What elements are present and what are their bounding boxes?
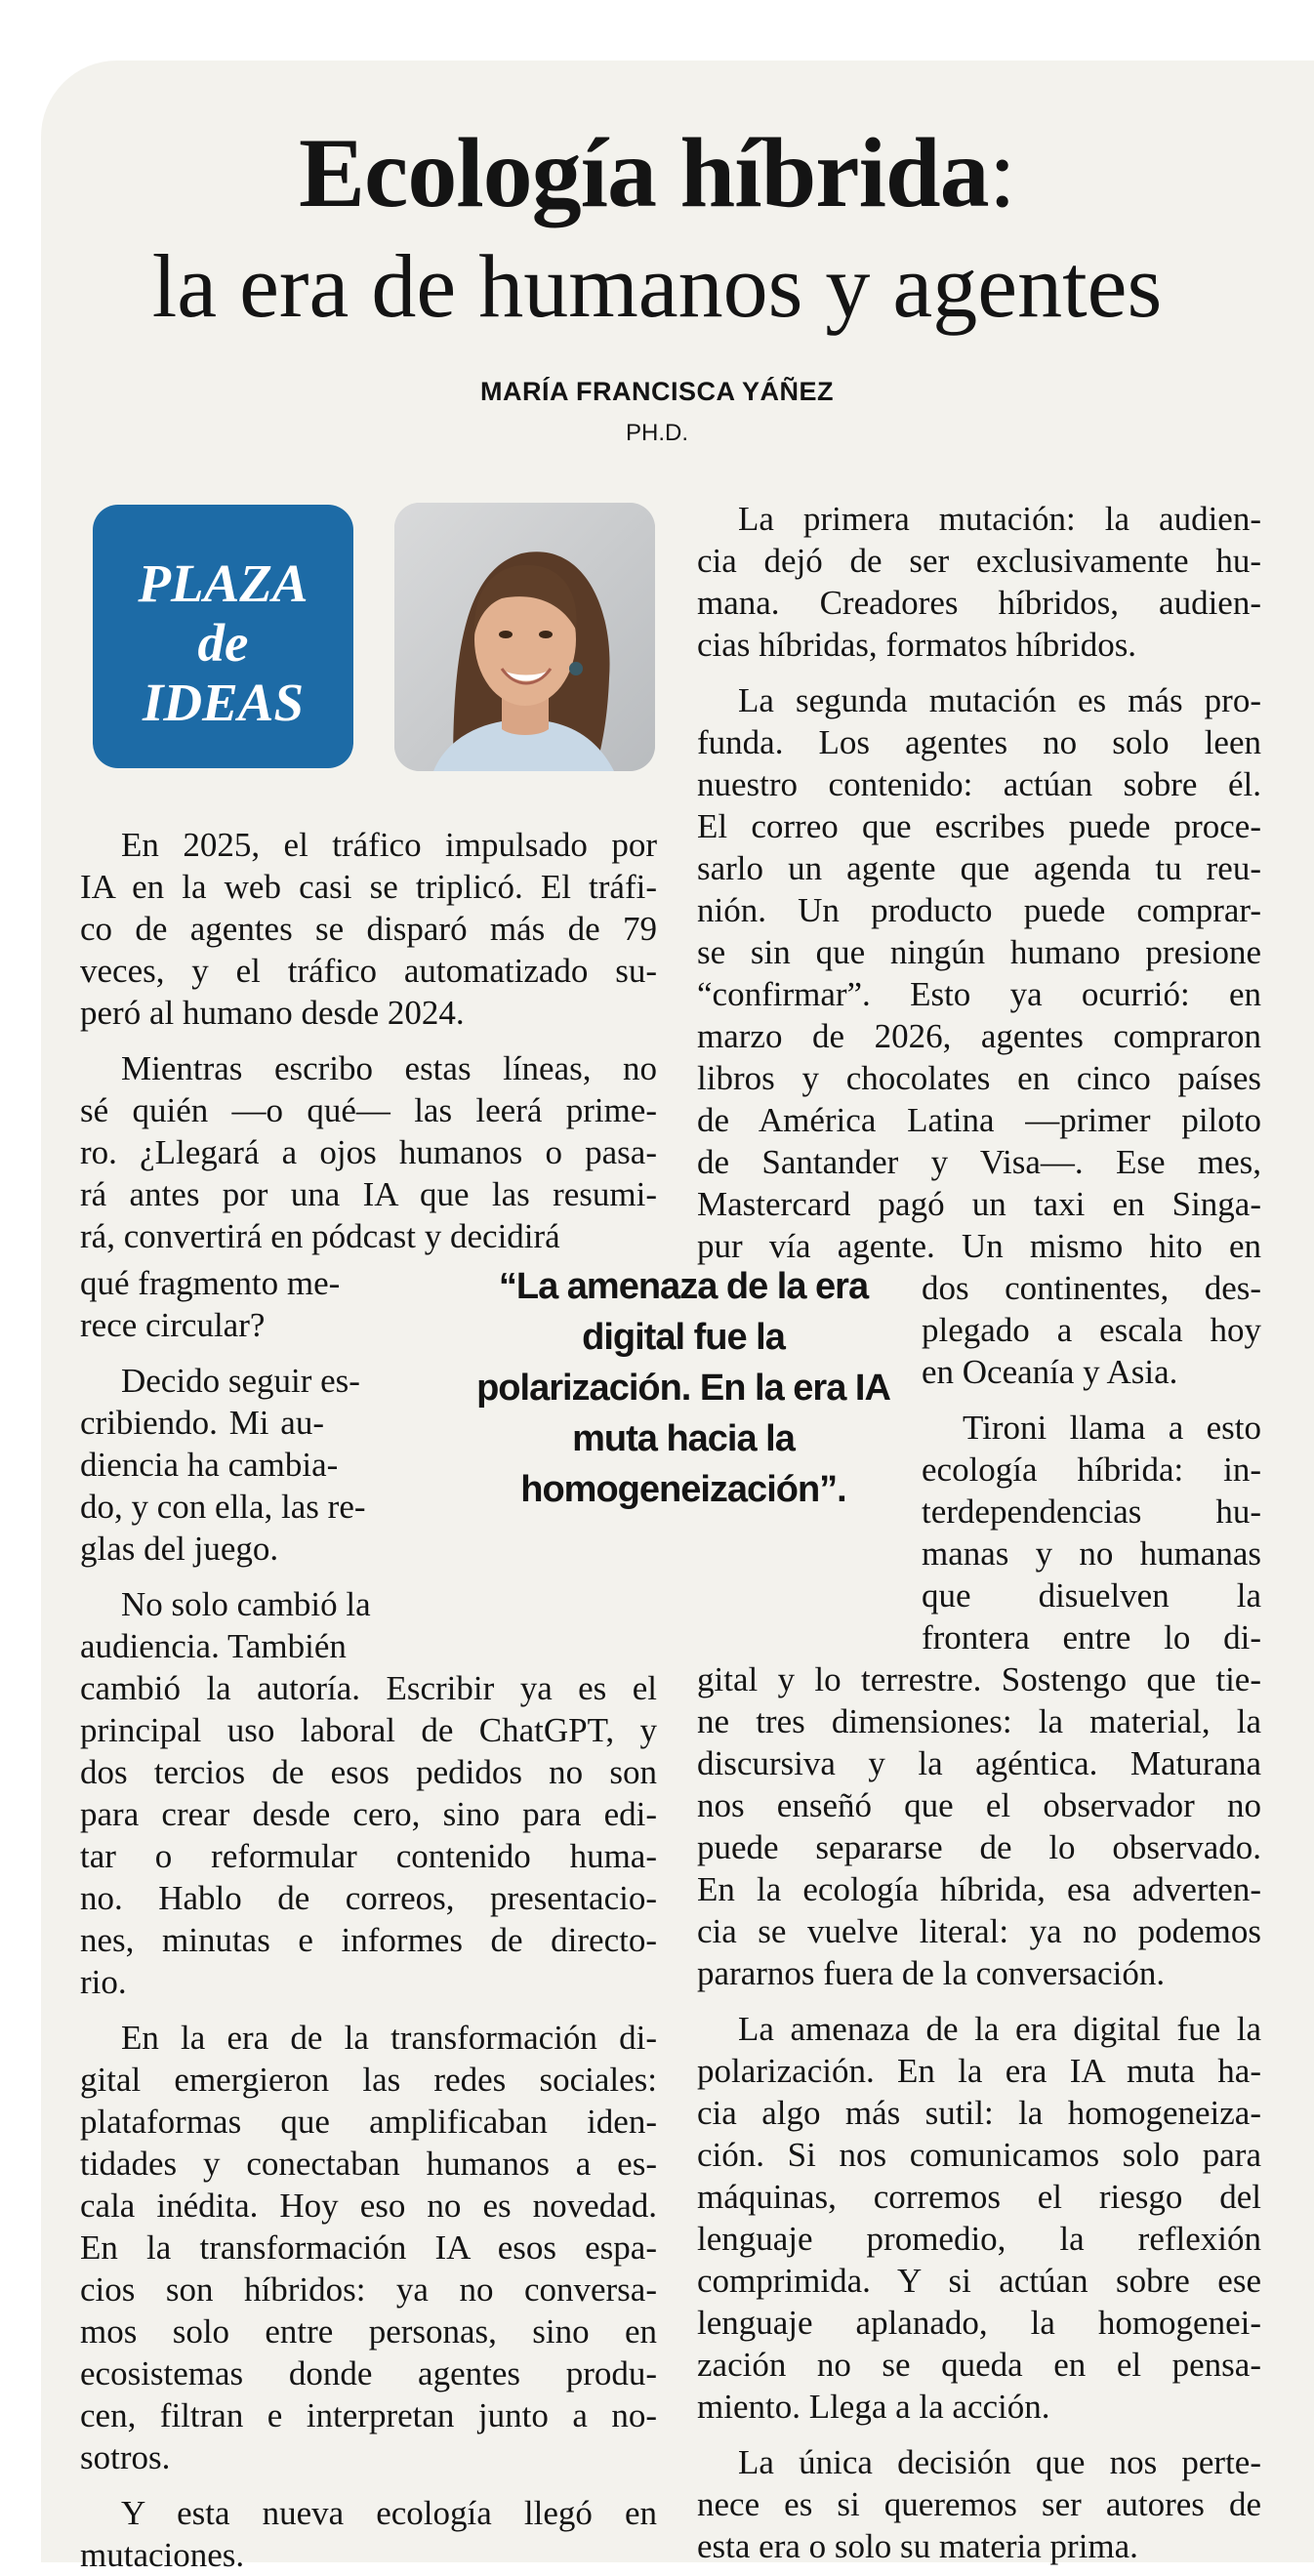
article-line: máquinas, corremos el riesgo del (697, 2178, 1261, 2216)
article-line: de Santander y Visa—. Ese mes, (697, 1143, 1261, 1181)
article-line: mos solo entre personas, sino en (80, 2312, 657, 2351)
article-line: peró al humano desde 2024. (80, 994, 465, 1032)
article-line: ecología híbrida: in- (922, 1451, 1261, 1489)
article-line: cia se vuelve literal: ya no podemos (697, 1912, 1261, 1950)
article-line: dos continentes, des- (922, 1269, 1261, 1307)
article-line: sarlo un agente que agenda tu reu- (697, 849, 1261, 887)
article-line: frontera entre lo di- (922, 1618, 1261, 1656)
article-line: rio. (80, 1963, 127, 2001)
article-line: nuestro contenido: actúan sobre él. (697, 765, 1261, 803)
article-line: La primera mutación: la audien- (738, 500, 1261, 538)
article-line: cia algo más sutil: la homogeneiza- (697, 2094, 1261, 2132)
headline-colon: : (988, 118, 1015, 228)
paragraph-gap (697, 1994, 1261, 2008)
article-line: marzo de 2026, agentes compraron (697, 1017, 1261, 1055)
paragraph-gap (697, 2428, 1261, 2441)
section-badge-line: de (197, 613, 249, 673)
article-line: IA en la web casi se triplicó. El tráfi- (80, 868, 657, 906)
article-line: cala inédita. Hoy eso no es novedad. (80, 2187, 657, 2225)
section-badge-line: PLAZA (138, 553, 308, 613)
article-line: se sin que ningún humano presione (697, 933, 1261, 971)
article-line: pur vía agente. Un mismo hito en (697, 1227, 1261, 1265)
article-line: nos enseñó que el observador no (697, 1786, 1261, 1824)
headline-main: Ecología híbrida (299, 118, 989, 228)
article-line: lenguaje promedio, la reflexión (697, 2220, 1261, 2258)
article-line: gital emergieron las redes sociales: (80, 2061, 657, 2099)
article-line: ecosistemas donde agentes produ- (80, 2354, 657, 2392)
article-line: En 2025, el tráfico impulsado por (121, 826, 657, 864)
paragraph-gap (80, 2003, 657, 2017)
article-line: Mientras escribo estas líneas, no (121, 1049, 657, 1087)
author-photo (394, 503, 655, 771)
article-line: La amenaza de la era digital fue la (738, 2010, 1261, 2048)
article-line: La única decisión que nos perte- (738, 2443, 1261, 2481)
paragraph-gap (80, 2478, 657, 2492)
article-line: cias híbridas, formatos híbridos. (697, 626, 1137, 664)
article-line: rá antes por una IA que las resumi- (80, 1175, 657, 1213)
article-line: plegado a escala hoy (922, 1311, 1261, 1349)
pull-quote-line: homogeneización”. (520, 1469, 846, 1510)
article-line: mana. Creadores híbridos, audien- (697, 584, 1261, 622)
article-line: que disuelven la (922, 1576, 1261, 1615)
article-line: terdependencias hu- (922, 1492, 1261, 1531)
article-line: en Oceanía y Asia. (922, 1353, 1178, 1391)
article-line: miento. Llega a la acción. (697, 2388, 1050, 2426)
article-line: glas del juego. (80, 1530, 279, 1568)
article-line: puede separarse de lo observado. (697, 1828, 1261, 1866)
article-line: nes, minutas e informes de directo- (80, 1921, 657, 1959)
article-line: En la transformación IA esos espa- (80, 2228, 657, 2267)
article-line: co de agentes se disparó más de 79 (80, 910, 657, 948)
article-line: lenguaje aplanado, la homogenei- (697, 2304, 1261, 2342)
article-line: dos tercios de esos pedidos no son (80, 1753, 657, 1791)
article-line: Mastercard pagó un taxi en Singa- (697, 1185, 1261, 1223)
article-line: Decido seguir es- (121, 1362, 360, 1400)
article-line: libros y chocolates en cinco países (697, 1059, 1261, 1097)
article-line: polarización. En la era IA muta ha- (697, 2052, 1261, 2090)
pull-quote-line: digital fue la (582, 1317, 785, 1358)
article-line: nión. Un producto puede comprar- (697, 891, 1261, 929)
section-badge-line: IDEAS (142, 673, 305, 732)
article-line: nece es si queremos ser autores de (697, 2485, 1261, 2523)
article-line: cambió la autoría. Escribir ya es el (80, 1669, 657, 1707)
article-line: El correo que escribes puede proce- (697, 807, 1261, 845)
paragraph-gap (80, 1034, 657, 1047)
pull-quote-line: muta hacia la (572, 1418, 795, 1459)
article-line: cen, filtran e interpretan junto a no- (80, 2396, 657, 2434)
article-line: manas y no humanas (922, 1534, 1261, 1573)
article-line: sé quién —o qué— las leerá prime- (80, 1091, 657, 1129)
article-line: rá, convertirá en pódcast y decidirá (80, 1217, 560, 1255)
article-line: ne tres dimensiones: la material, la (697, 1702, 1261, 1740)
article-line: zación no se queda en el pensa- (697, 2346, 1261, 2384)
article-line: “confirmar”. Esto ya ocurrió: en (697, 975, 1261, 1013)
article-line: Tironi llama a esto (963, 1409, 1261, 1447)
article-line: cia dejó de ser exclusivamente hu- (697, 542, 1261, 580)
paragraph-gap (697, 666, 1261, 679)
article-line: rece circular? (80, 1306, 266, 1344)
article-line: comprimida. Y si actúan sobre ese (697, 2262, 1261, 2300)
article-line: esta era o solo su materia prima. (697, 2527, 1138, 2565)
article-line: funda. Los agentes no solo leen (697, 723, 1261, 761)
article-line: principal uso laboral de ChatGPT, y (80, 1711, 657, 1749)
author-name: MARÍA FRANCISCA YÁÑEZ (479, 377, 834, 406)
article-line: veces, y el tráfico automatizado su- (80, 952, 657, 990)
article-line: La segunda mutación es más pro- (738, 681, 1261, 719)
article-line: gital y lo terrestre. Sostengo que tie- (697, 1660, 1261, 1698)
article-column-left (80, 824, 657, 1257)
article-line: mutaciones. (80, 2536, 245, 2574)
article-line: pararnos fuera de la conversación. (697, 1954, 1166, 1992)
article-line: cribiendo. Mi au- (80, 1404, 324, 1442)
article-line: sotros. (80, 2438, 171, 2476)
headline (0, 115, 1314, 232)
article-line: tar o reformular contenido huma- (80, 1837, 657, 1875)
article-line: no. Hablo de correos, presentacio- (80, 1879, 657, 1917)
pull-quote-line: polarización. En la era IA (476, 1368, 890, 1409)
article-line: cios son híbridos: ya no conversa- (80, 2270, 657, 2309)
article-line: para crear desde cero, sino para edi- (80, 1795, 657, 1833)
paragraph-gap (80, 1570, 657, 1583)
article-line: diencia ha cambia- (80, 1446, 339, 1484)
pull-quote-line: “La amenaza de la era (498, 1266, 869, 1307)
article-line: ro. ¿Llegará a ojos humanos o pasa- (80, 1133, 657, 1171)
article-line: de América Latina —primer piloto (697, 1101, 1261, 1139)
article-column-right (697, 498, 1261, 2567)
article-line: ción. Si nos comunicamos solo para (697, 2136, 1261, 2174)
article-line: Y esta nueva ecología llegó en (121, 2494, 657, 2532)
author-portrait-image (394, 503, 655, 771)
article-line: En la era de la transformación di- (121, 2019, 657, 2057)
article-line: En la ecología híbrida, esa adverten- (697, 1870, 1261, 1908)
section-badge (93, 505, 353, 768)
article-line: tidades y conectaban humanos a es- (80, 2145, 657, 2183)
article-line: qué fragmento me- (80, 1264, 341, 1302)
article-line: audiencia. También (80, 1627, 347, 1665)
headline-second-line: la era de humanos y agentes (151, 236, 1163, 336)
author-degree: PH.D. (625, 420, 688, 446)
article-line: plataformas que amplificaban iden- (80, 2103, 657, 2141)
article-line: discursiva y la agéntica. Maturana (697, 1744, 1261, 1782)
article-line: do, y con ella, las re- (80, 1488, 366, 1526)
article-line: No solo cambió la (121, 1585, 371, 1623)
pull-quote (439, 1261, 927, 1515)
